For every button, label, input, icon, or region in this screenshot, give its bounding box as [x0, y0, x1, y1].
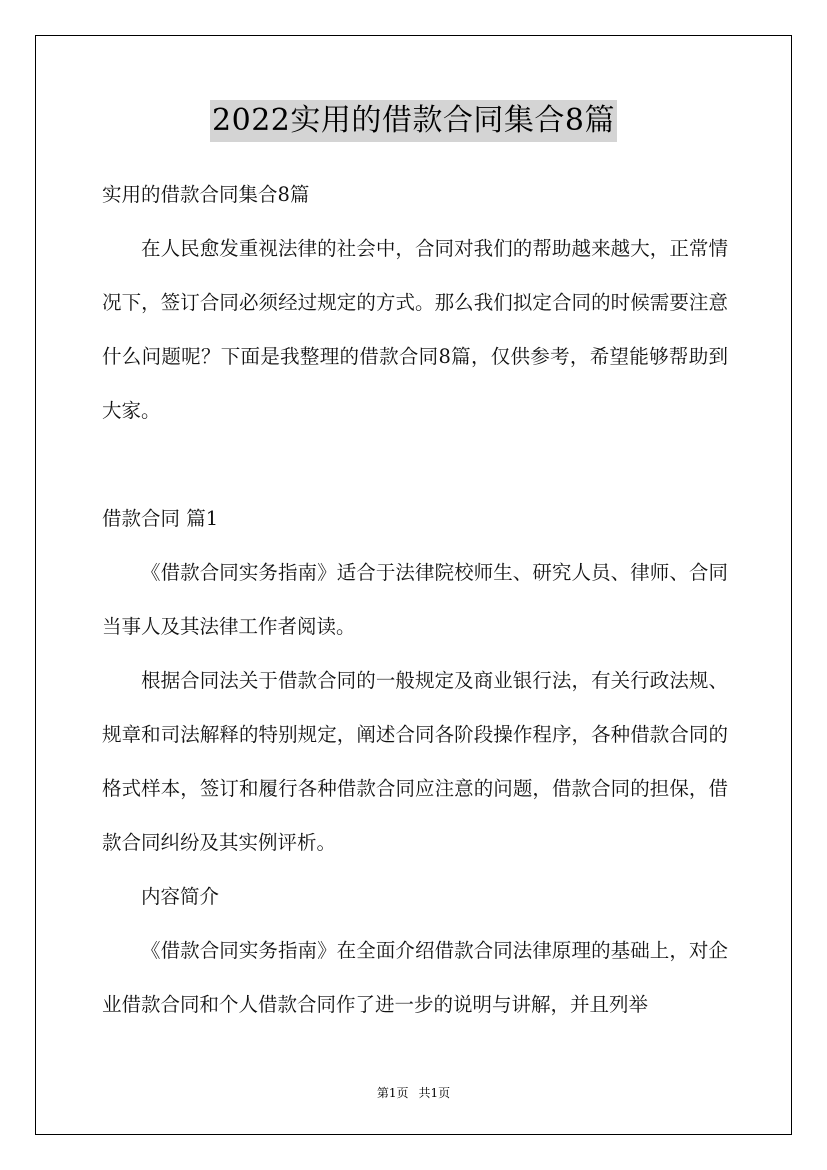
document-body: [102, 168, 728, 1032]
section-heading: 借款合同 篇1: [102, 507, 219, 530]
document-subtitle: 实用的借款合同集合8篇: [102, 183, 310, 206]
intro-paragraph: 在人民愈发重视法律的社会中，合同对我们的帮助越来越大，正常情况下，签订合同必须经过规定的方式。那么我们拟定合同的时候需要注意什么问题呢？下面是我整理的借款合同8篇，仅供参考，希望能够帮助到大家。: [102, 237, 728, 422]
title-container: [0, 100, 827, 142]
body-paragraph: 《借款合同实务指南》在全面介绍借款合同法律原理的基础上，对企业借款合同和个人借款合同作了进一步的说明与讲解，并且列举: [102, 939, 728, 1016]
page-footer: [0, 1084, 827, 1101]
body-paragraph: 根据合同法关于借款合同的一般规定及商业银行法，有关行政法规、规章和司法解释的特别规定，阐述合同各阶段操作程序，各种借款合同的格式样本，签订和履行各种借款合同应注意的问题，借款合同的担保，借款合同纠纷及其实例评析。: [102, 669, 728, 854]
section-spacer: [102, 438, 728, 492]
page-number-current: 第1页: [376, 1086, 409, 1100]
body-paragraph: 《借款合同实务指南》适合于法律院校师生、研究人员、律师、合同当事人及其法律工作者阅读。: [102, 561, 728, 638]
content-summary-heading: 内容简介: [141, 885, 220, 908]
document-title: 2022实用的借款合同集合8篇: [210, 100, 617, 142]
page-number-total: 共1页: [418, 1086, 451, 1100]
